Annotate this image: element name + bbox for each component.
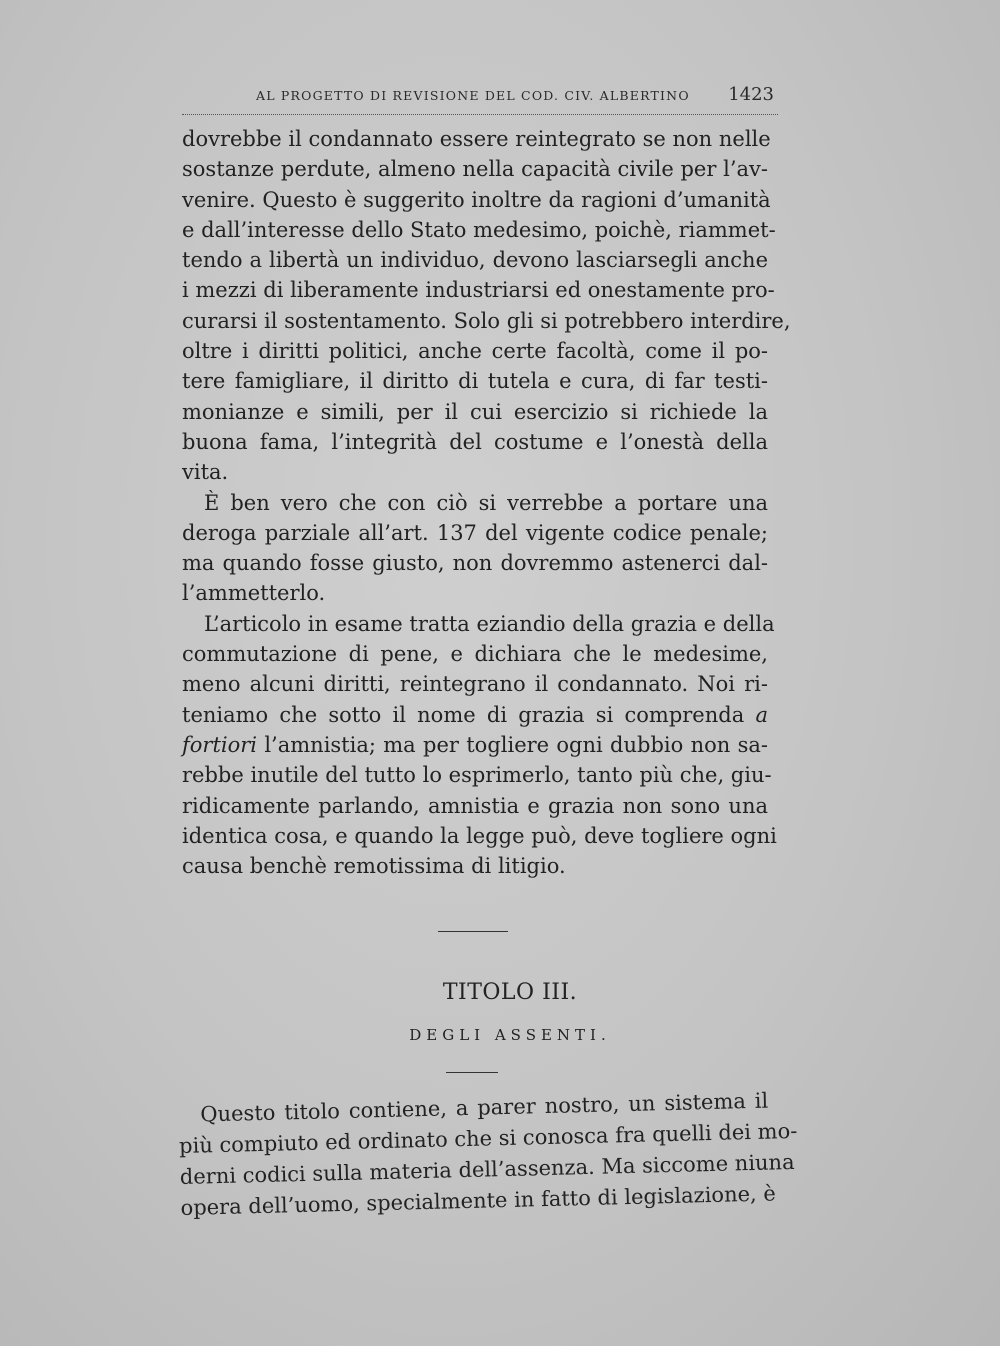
- text-line-with-italic: [182, 730, 768, 760]
- text-line: sostanze perdute, almeno nella capacità civile per l’av-: [182, 157, 768, 182]
- text-line: vita.: [182, 460, 229, 485]
- running-header: [182, 84, 782, 112]
- text-line: derni codici sulla materia dell’assenza. Ma siccome niuna: [179, 1149, 795, 1189]
- text-line: opera dell’uomo, specialmente in fatto di legislazione, è: [180, 1181, 777, 1220]
- text-line: ma quando fosse giusto, non dovremmo astenerci dal-: [182, 551, 768, 576]
- text-line: deroga parziale all’art. 137 del vigente codice penale;: [182, 520, 768, 545]
- text-line: venire. Questo è suggerito inoltre da ragioni d’umanità: [182, 187, 771, 212]
- text-line: buona fama, l’integrità del costume e l’onestà della: [182, 429, 768, 454]
- section-divider: [438, 931, 508, 932]
- paragraph-start-line: Questo titolo contiene, a parer nostro, un sistema il: [200, 1088, 769, 1127]
- text-line: identica cosa, e quando la legge può, deve togliere ogni: [182, 823, 777, 848]
- text-line: più compiuto ed ordinato che si conosca fra quelli dei mo-: [178, 1118, 798, 1158]
- text-line: meno alcuni diritti, reintegrano il condannato. Noi ri-: [182, 672, 768, 697]
- running-title: AL PROGETTO DI REVISIONE DEL COD. CIV. ALBERTINO: [256, 88, 690, 103]
- italic-term: fortiori: [182, 732, 258, 757]
- header-dotted-rule: [182, 114, 778, 115]
- text-line: tere famigliare, il diritto di tutela e cura, di far testi-: [182, 369, 768, 394]
- text-line: ridicamente parlando, amnistia e grazia non sono una: [182, 793, 768, 818]
- text-line: l’ammetterlo.: [182, 581, 326, 606]
- text-line: e dall’interesse dello Stato medesimo, poichè, riammet-: [182, 217, 776, 242]
- text-segment: teniamo che sotto il nome di grazia si comprenda: [182, 702, 745, 727]
- text-line-with-italic: [182, 700, 768, 730]
- text-segment: l’amnistia; ma per togliere ogni dubbio non sa-: [264, 732, 768, 757]
- text-line: rebbe inutile del tutto lo esprimerlo, tanto più che, giu-: [182, 763, 772, 788]
- paragraph-start-line: L’articolo in esame tratta eziandio della grazia e della: [204, 611, 775, 636]
- text-line: i mezzi di liberamente industriarsi ed onestamente pro-: [182, 278, 775, 303]
- body-text-section: [178, 1086, 798, 1224]
- italic-term: a: [755, 702, 768, 727]
- text-line: causa benchè remotissima di litigio.: [182, 854, 566, 879]
- text-line: monianze e simili, per il cui esercizio si richiede la: [182, 399, 768, 424]
- subtitle-divider: [446, 1072, 498, 1073]
- text-line: curarsi il sostentamento. Solo gli si potrebbero interdire,: [182, 308, 791, 333]
- body-text: [182, 124, 791, 881]
- section-subtitle: DEGLI ASSENTI.: [409, 1026, 611, 1044]
- text-line: tendo a libertà un individuo, devono lasciarsegli anche: [182, 248, 768, 273]
- paragraph-start-line: È ben vero che con ciò si verrebbe a portare una: [204, 490, 768, 515]
- section-title: TITOLO III.: [442, 980, 578, 1005]
- text-line: dovrebbe il condannato essere reintegrato se non nelle: [182, 127, 771, 151]
- text-line: oltre i diritti politici, anche certe facoltà, come il po-: [182, 339, 768, 364]
- text-line: commutazione di pene, e dichiara che le medesime,: [182, 642, 768, 667]
- page-number: 1423: [728, 84, 774, 105]
